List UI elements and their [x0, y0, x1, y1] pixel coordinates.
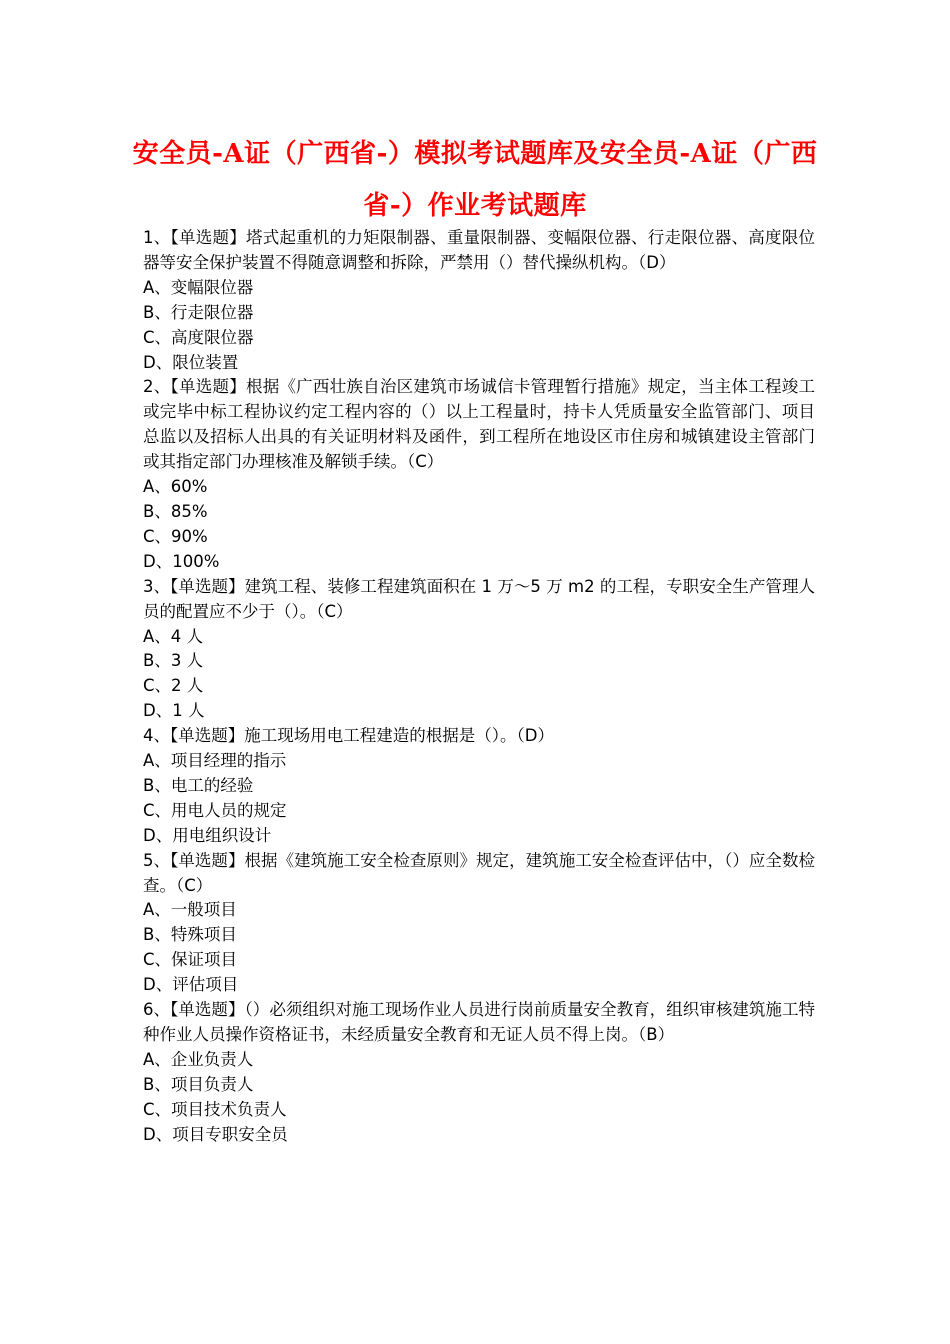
question-stem: 6、【单选题】（）必须组织对施工现场作业人员进行岗前质量安全教育，组织审核建筑施工特种作业人员操作资格证书，未经质量安全教育和无证人员不得上岗。（B）: [143, 1000, 815, 1044]
question-stem: 2、【单选题】根据《广西壮族自治区建筑市场诚信卡管理暂行措施》规定，当主体工程竣工或完毕中标工程协议约定工程内容的（）以上工程量时，持卡人凭质量安全监管部门、项目总监以及招标人出具的有关证明材料及函件，到工程所在地设区市住房和城镇建设主管部门或其指定部门办理核准及解锁手续。（C）: [143, 377, 815, 472]
option-c: C、2 人: [143, 676, 204, 696]
option-a: A、企业负责人: [143, 1049, 254, 1069]
option-d: D、项目专职安全员: [143, 1124, 288, 1144]
option-c: C、90%: [143, 526, 208, 546]
option-d: D、用电组织设计: [143, 825, 272, 845]
question-stem: 5、【单选题】根据《建筑施工安全检查原则》规定，建筑施工安全检查评估中，（）应全数检查。（C）: [143, 850, 815, 895]
option-a: A、项目经理的指示: [143, 751, 287, 771]
question-4: [143, 724, 815, 849]
option-d: D、限位装置: [143, 352, 239, 372]
option-a: A、4 人: [143, 626, 204, 646]
option-b: B、项目负责人: [143, 1074, 254, 1094]
option-b: B、3 人: [143, 651, 204, 671]
question-3: [143, 575, 815, 724]
option-b: B、电工的经验: [143, 775, 254, 795]
question-1: [143, 226, 815, 375]
option-a: A、60%: [143, 477, 208, 497]
document-title: 安全员-A证（广西省-）模拟考试题库及安全员-A证（广西省-）作业考试题库: [132, 139, 818, 221]
question-6: [143, 998, 815, 1147]
option-d: D、100%: [143, 551, 220, 571]
question-stem: 1、【单选题】塔式起重机的力矩限制器、重量限制器、变幅限位器、行走限位器、高度限位器等安全保护装置不得随意调整和拆除，严禁用（）替代操纵机构。（D）: [143, 228, 815, 272]
question-stem: 3、【单选题】建筑工程、装修工程建筑面积在 1 万～5 万 m2 的工程，专职安全生产管理人员的配置应不少于（）。（C）: [143, 576, 815, 621]
question-stem: 4、【单选题】施工现场用电工程建造的根据是（）。（D）: [143, 726, 554, 746]
option-c: C、保证项目: [143, 950, 238, 970]
option-d: D、评估项目: [143, 975, 239, 995]
option-c: C、用电人员的规定: [143, 800, 287, 820]
option-b: B、行走限位器: [143, 302, 254, 322]
option-d: D、1 人: [143, 701, 205, 721]
option-b: B、特殊项目: [143, 925, 237, 945]
option-a: A、一般项目: [143, 900, 237, 920]
option-b: B、85%: [143, 501, 208, 521]
option-a: A、变幅限位器: [143, 277, 254, 297]
question-2: [143, 375, 815, 574]
question-list: [143, 226, 815, 1148]
option-c: C、高度限位器: [143, 327, 254, 347]
option-c: C、项目技术负责人: [143, 1099, 287, 1119]
question-5: [143, 849, 815, 998]
